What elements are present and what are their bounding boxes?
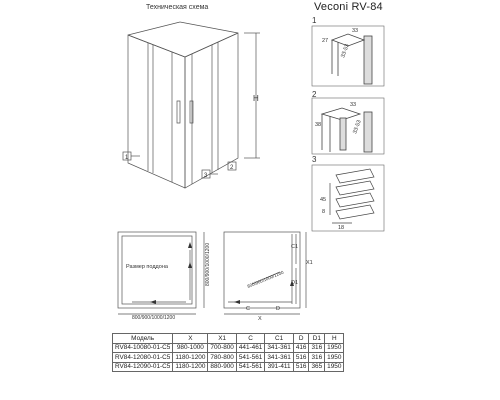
detail-3-dim-a: 45 (320, 197, 327, 203)
detail-2-profile (308, 88, 388, 158)
callout-1-number: 1 (125, 155, 129, 161)
header-x: X (173, 334, 208, 344)
plan-view-left (112, 228, 212, 320)
cell-d: 516 (293, 353, 309, 363)
right-door-handle (190, 101, 193, 123)
cell-x1: 880-900 (208, 362, 236, 372)
top-frame (128, 33, 238, 57)
cell-h: 1950 (325, 362, 344, 372)
cell-d: 516 (293, 362, 309, 372)
cell-c1: 391-411 (265, 362, 293, 372)
header-x1: X1 (208, 334, 236, 344)
detail-3-dim-c: 18 (338, 225, 345, 231)
detail-1-dim-c: 27 (322, 38, 329, 44)
top-frame-back-left (128, 22, 180, 35)
callout-3-number: 3 (204, 173, 208, 179)
left-panel (128, 35, 185, 188)
detail-2-dim-c: 38 (315, 122, 322, 128)
brand-model-title: Veconi RV-84 (314, 1, 383, 13)
table-row (113, 353, 344, 363)
cell-model: RV84-12090-01-C5 (113, 362, 173, 372)
enclosure-outline (224, 232, 300, 308)
header-c: C (236, 334, 264, 344)
cell-model: RV84-10080-01-C5 (113, 343, 173, 353)
cell-c: 541-561 (236, 362, 264, 372)
detail-3-profile (308, 153, 388, 233)
cell-x: 980-1000 (173, 343, 208, 353)
detail-1-number: 1 (312, 16, 317, 25)
cell-h: 1950 (325, 343, 344, 353)
cell-x: 1180-1200 (173, 362, 208, 372)
detail-3-dim-b: 8 (322, 209, 326, 215)
plan-right-angled-dims: 800/900/1000/1200 (246, 269, 285, 289)
detail-1-profile (308, 14, 388, 88)
scheme-title: Техническая схема (146, 4, 209, 11)
dim-label-x1: X1 (306, 260, 313, 266)
callout-2-number: 2 (230, 165, 234, 171)
cell-x: 1180-1200 (173, 353, 208, 363)
dim-label-d1: D1 (291, 280, 299, 286)
cell-d1: 316 (309, 343, 325, 353)
enclosure-3d-view (110, 15, 310, 195)
dim-label-d: D (276, 306, 280, 312)
cell-h: 1950 (325, 353, 344, 363)
header-h: H (325, 334, 344, 344)
top-frame-back-right (180, 22, 238, 33)
cell-x1: 700-800 (208, 343, 236, 353)
cell-c: 441-461 (236, 343, 264, 353)
table-header-row (113, 334, 344, 344)
dim-label-x: X (258, 316, 262, 320)
detail-2-dim-a: 33 (350, 102, 357, 108)
plan-view-right (218, 228, 318, 320)
specifications-table (112, 333, 344, 372)
header-d: D (293, 334, 309, 344)
cell-x1: 780-800 (208, 353, 236, 363)
detail-1-dim-a: 33 (352, 28, 359, 34)
height-label: H (253, 94, 259, 103)
dim-label-c: C (246, 306, 250, 312)
table-row (113, 343, 344, 353)
cell-d: 416 (293, 343, 309, 353)
header-d1: D1 (309, 334, 325, 344)
tray-outline (118, 232, 196, 308)
dim-label-c1: C1 (291, 244, 299, 250)
header-model: Модель (113, 334, 173, 344)
detail-2-dim-b: 33-53 (352, 119, 363, 135)
cell-d1: 316 (309, 353, 325, 363)
plan-left-side-dims: 800/900/1000/1200 (205, 242, 211, 286)
cell-model: RV84-12080-01-C5 (113, 353, 173, 363)
cell-c: 541-561 (236, 353, 264, 363)
header-c1: C1 (265, 334, 293, 344)
tray-size-label: Размер поддона (126, 264, 168, 270)
cell-c1: 341-361 (265, 353, 293, 363)
plan-left-bottom-dims: 800/900/1000/1200 (132, 315, 176, 320)
detail-2-number: 2 (312, 90, 317, 99)
cell-c1: 341-361 (265, 343, 293, 353)
table-row (113, 362, 344, 372)
detail-1-dim-b: 33-53 (340, 43, 351, 59)
cell-d1: 365 (309, 362, 325, 372)
detail-3-number: 3 (312, 155, 317, 164)
left-door-handle (177, 101, 180, 123)
